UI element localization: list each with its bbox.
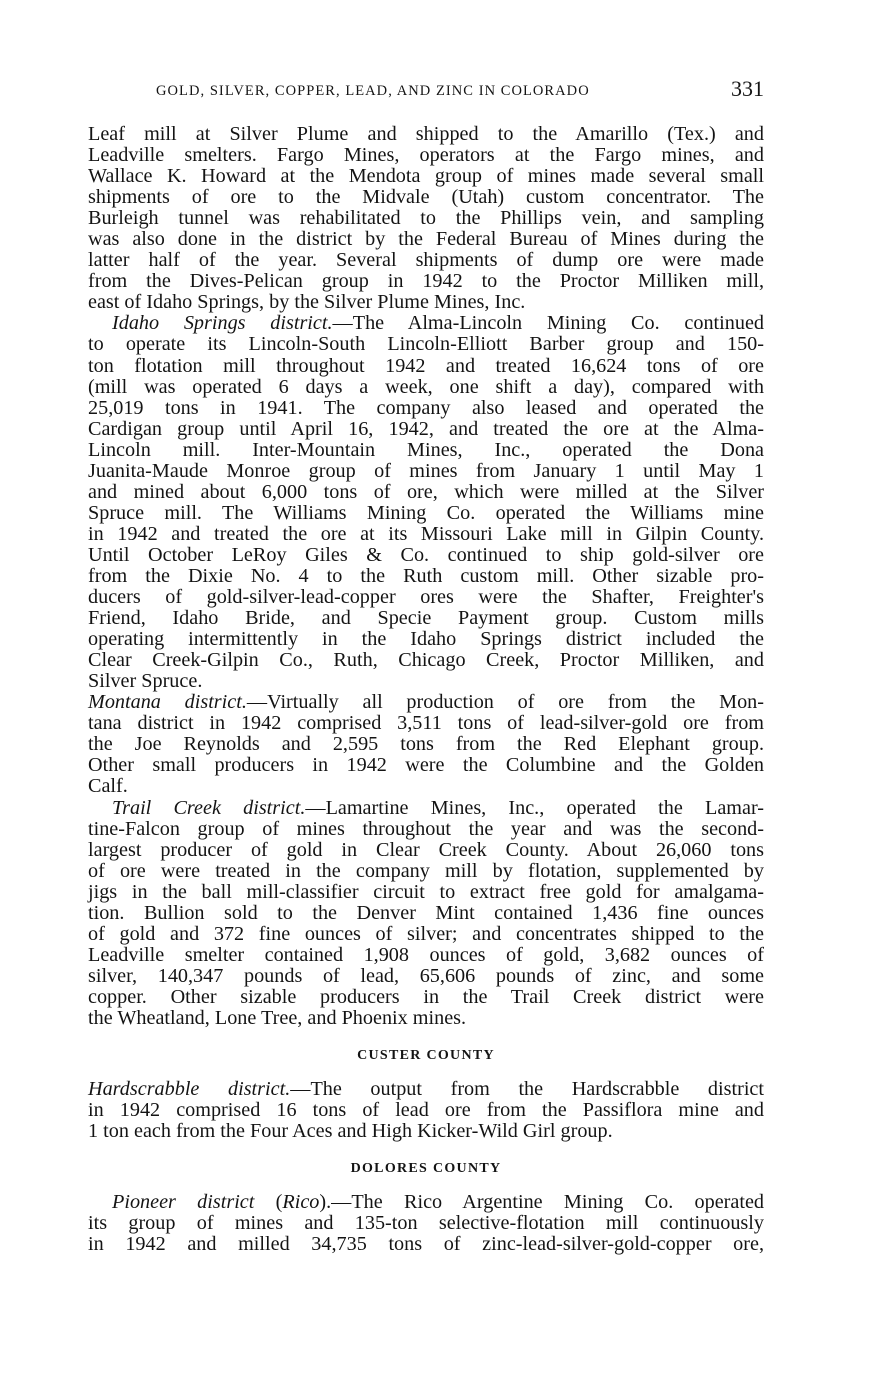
text-run: —The Alma-Lincoln Mining Co. continued	[332, 312, 765, 335]
paragraph-trail-creek	[88, 798, 764, 1030]
paragraph-pioneer	[88, 1192, 764, 1255]
text-line: (mill was operated 6 days a week, one shift a day), compared with	[88, 375, 764, 398]
paragraph-first-line	[88, 313, 764, 334]
text-line: of ore were treated in the company mill by flotation, supplemented by	[88, 859, 764, 882]
text-line: Leaf mill at Silver Plume and shipped to the Amarillo (Tex.) and	[88, 123, 764, 145]
text-line: Friend, Idaho Bride, and Specie Payment group. Custom mills	[88, 607, 764, 630]
text-line: Burleigh tunnel was rehabilitated to the Phillips vein, and sampling	[88, 207, 764, 230]
text-line: Other small producers in 1942 were the Columbine and the Golden	[88, 754, 764, 777]
paragraph-continuation	[88, 124, 764, 313]
text-line: in 1942 and treated the ore at its Missouri Lake mill in Gilpin County.	[88, 522, 764, 545]
text-run: (	[254, 1191, 283, 1214]
text-line: Leadville smelter contained 1,908 ounces of gold, 3,682 ounces of	[88, 943, 764, 966]
text-run: ).—The Rico Argentine Mining Co. operated	[319, 1191, 764, 1214]
text-line: latter half of the year. Several shipments of dump ore were made	[88, 249, 764, 272]
text-line: shipments of ore to the Midvale (Utah) custom concentrator. The	[88, 186, 764, 209]
district-name: Montana district.	[88, 691, 247, 714]
text-line: east of Idaho Springs, by the Silver Plume Mines, Inc.	[88, 291, 526, 314]
district-name: Hardscrabble district.	[88, 1078, 291, 1101]
text-line: ducers of gold-silver-lead-copper ores were the Shafter, Freighter's	[88, 586, 764, 609]
text-line: in 1942 and milled 34,735 tons of zinc-lead-silver-gold-copper ore,	[88, 1233, 764, 1256]
text-line: jigs in the ball mill-classifier circuit to extract free gold for amalgama-	[88, 880, 764, 903]
text-line: from the Dixie No. 4 to the Ruth custom mill. Other sizable pro-	[88, 564, 764, 587]
text-line: Spruce mill. The Williams Mining Co. operated the Williams mine	[88, 501, 764, 524]
paragraph-first-line	[88, 1192, 764, 1213]
text-run: —Virtually all production of ore from the Mon-	[246, 691, 764, 714]
text-line: to operate its Lincoln-South Lincoln-Elliott Barber group and 150-	[88, 333, 764, 356]
text-line: Calf.	[88, 775, 128, 798]
spacer	[88, 1142, 764, 1156]
text-line: of gold and 372 fine ounces of silver; and concentrates shipped to the	[88, 922, 764, 945]
text-line: 25,019 tons in 1941. The company also leased and operated the	[88, 396, 764, 419]
text-line: operating intermittently in the Idaho Springs district included the	[88, 628, 764, 651]
text-line: Silver Spruce.	[88, 670, 203, 693]
district-name: Pioneer district	[112, 1191, 255, 1214]
text-line: largest producer of gold in Clear Creek County. About 26,060 tons	[88, 838, 764, 861]
text-line: Cardigan group until April 16, 1942, and treated the ore at the Alma-	[88, 417, 764, 440]
text-line: Until October LeRoy Giles & Co. continued to ship gold-silver ore	[88, 543, 764, 566]
text-line: tine-Falcon group of mines throughout the year and was the second-	[88, 817, 764, 840]
paragraph-first-line	[88, 798, 764, 819]
paragraph-montana	[88, 692, 764, 797]
text-line: Juanita-Maude Monroe group of mines from January 1 until May 1	[88, 459, 764, 482]
paragraph-first-line	[88, 1079, 764, 1100]
text-line: Clear Creek-Gilpin Co., Ruth, Chicago Creek, Proctor Milliken, and	[88, 649, 764, 672]
running-title: GOLD, SILVER, COPPER, LEAD, AND ZINC IN COLORADO	[156, 83, 590, 99]
spacer	[88, 1029, 764, 1043]
text-line: the Joe Reynolds and 2,595 tons from the Red Elephant group.	[88, 733, 764, 756]
district-place: Rico	[282, 1191, 320, 1214]
section-heading-dolores-county: DOLORES COUNTY	[350, 1161, 502, 1177]
text-line: silver, 140,347 pounds of lead, 65,606 pounds of zinc, and some	[88, 964, 764, 987]
text-line: ton flotation mill throughout 1942 and treated 16,624 tons of ore	[88, 354, 764, 377]
district-name: Idaho Springs district.	[112, 312, 333, 335]
text-line: 1 ton each from the Four Aces and High Kicker-Wild Girl group.	[88, 1120, 613, 1143]
text-line: was also done in the district by the Federal Bureau of Mines during the	[88, 228, 764, 251]
text-line: Wallace K. Howard at the Mendota group of mines made several small	[88, 165, 764, 188]
text-line: in 1942 comprised 16 tons of lead ore from the Passiflora mine and	[88, 1099, 764, 1122]
paragraph-hardscrabble	[88, 1079, 764, 1142]
text-line: and mined about 6,000 tons of ore, which were milled at the Silver	[88, 480, 764, 503]
text-line: Lincoln mill. Inter-Mountain Mines, Inc., operated the Dona	[88, 438, 764, 461]
body-text	[88, 124, 764, 1255]
district-name: Trail Creek district.	[112, 796, 306, 819]
text-line: tion. Bullion sold to the Denver Mint contained 1,436 fine ounces	[88, 901, 764, 924]
text-line: from the Dives-Pelican group in 1942 to the Proctor Milliken mill,	[88, 270, 764, 293]
text-line: copper. Other sizable producers in the Trail Creek district were	[88, 985, 764, 1008]
text-line: Leadville smelters. Fargo Mines, operators at the Fargo mines, and	[88, 144, 764, 167]
text-run: —The output from the Hardscrabble district	[290, 1078, 764, 1101]
paragraph-first-line	[88, 692, 764, 713]
page-number: 331	[731, 76, 764, 101]
section-heading-custer-county: CUSTER COUNTY	[357, 1048, 495, 1064]
running-head	[88, 74, 764, 104]
text-line: tana district in 1942 comprised 3,511 tons of lead-silver-gold ore from	[88, 712, 764, 735]
paragraph-idaho-springs	[88, 313, 764, 692]
text-line: its group of mines and 135-ton selective-flotation mill continuously	[88, 1212, 764, 1235]
text-line: the Wheatland, Lone Tree, and Phoenix mines.	[88, 1006, 467, 1029]
text-run: —Lamartine Mines, Inc., operated the Lamar-	[305, 796, 764, 819]
